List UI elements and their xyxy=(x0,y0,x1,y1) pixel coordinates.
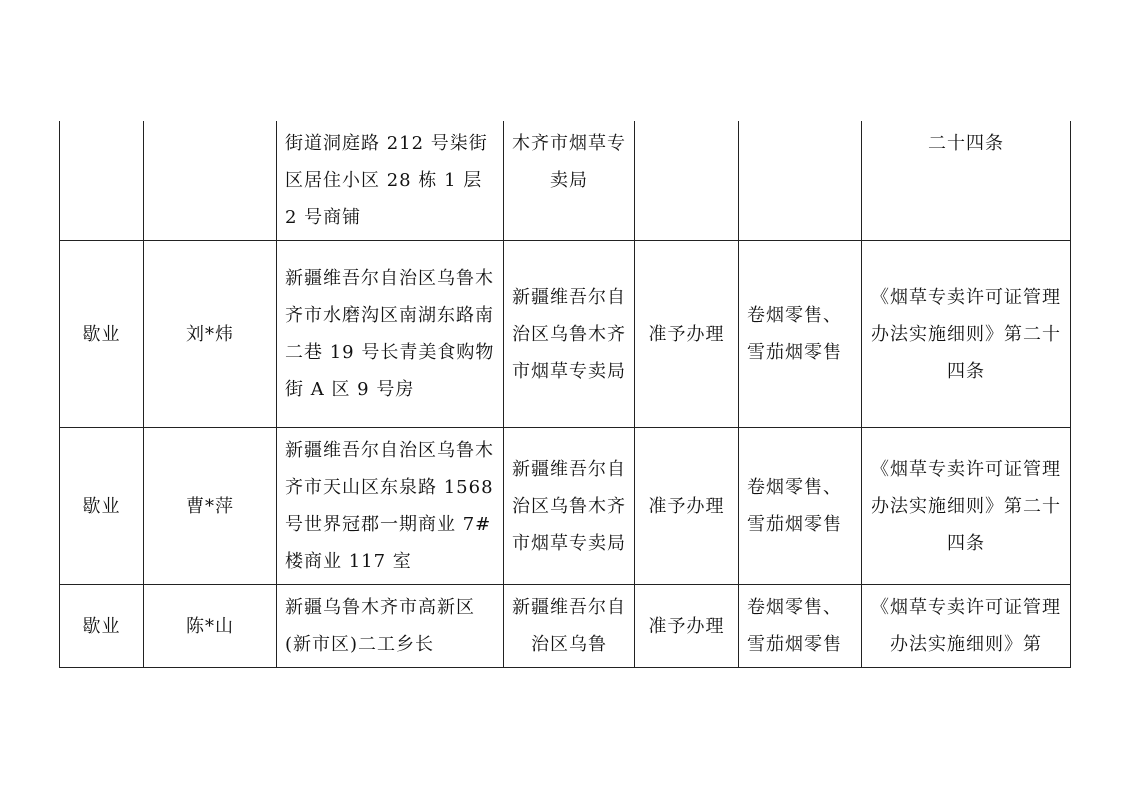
business-status-cell xyxy=(60,121,144,241)
decision-cell: 准予办理 xyxy=(635,585,739,668)
name-cell: 刘*炜 xyxy=(144,241,277,428)
permit-table xyxy=(59,121,1071,668)
name-cell: 陈*山 xyxy=(144,585,277,668)
decision-cell xyxy=(635,121,739,241)
authority-cell: 新疆维吾尔自治区乌鲁木齐市烟草专卖局 xyxy=(504,241,635,428)
legal-basis-cell: 《烟草专卖许可证管理办法实施细则》第 xyxy=(862,585,1071,668)
authority-cell: 木齐市烟草专卖局 xyxy=(504,121,635,241)
table-row xyxy=(60,428,1071,585)
business-status-cell: 歇业 xyxy=(60,428,144,585)
address-cell: 新疆维吾尔自治区乌鲁木齐市水磨沟区南湖东路南二巷 19 号长青美食购物街 A 区 9 号房 xyxy=(277,241,504,428)
name-cell xyxy=(144,121,277,241)
business-status-cell: 歇业 xyxy=(60,585,144,668)
scope-cell xyxy=(739,121,862,241)
address-cell: 新疆维吾尔自治区乌鲁木齐市天山区东泉路 1568 号世界冠郡一期商业 7#楼商业 117 室 xyxy=(277,428,504,585)
name-cell: 曹*萍 xyxy=(144,428,277,585)
table-row xyxy=(60,241,1071,428)
address-cell: 新疆乌鲁木齐市高新区(新市区)二工乡长 xyxy=(277,585,504,668)
decision-cell: 准予办理 xyxy=(635,428,739,585)
scope-cell: 卷烟零售、雪茄烟零售 xyxy=(739,428,862,585)
authority-cell: 新疆维吾尔自治区乌鲁 xyxy=(504,585,635,668)
table-row xyxy=(60,585,1071,668)
address-cell: 街道洞庭路 212 号柒街区居住小区 28 栋 1 层 2 号商铺 xyxy=(277,121,504,241)
scope-cell: 卷烟零售、雪茄烟零售 xyxy=(739,241,862,428)
legal-basis-cell: 《烟草专卖许可证管理办法实施细则》第二十四条 xyxy=(862,428,1071,585)
legal-basis-cell: 二十四条 xyxy=(862,121,1071,241)
table-row xyxy=(60,121,1071,241)
legal-basis-cell: 《烟草专卖许可证管理办法实施细则》第二十四条 xyxy=(862,241,1071,428)
scope-cell: 卷烟零售、雪茄烟零售 xyxy=(739,585,862,668)
business-status-cell: 歇业 xyxy=(60,241,144,428)
authority-cell: 新疆维吾尔自治区乌鲁木齐市烟草专卖局 xyxy=(504,428,635,585)
decision-cell: 准予办理 xyxy=(635,241,739,428)
